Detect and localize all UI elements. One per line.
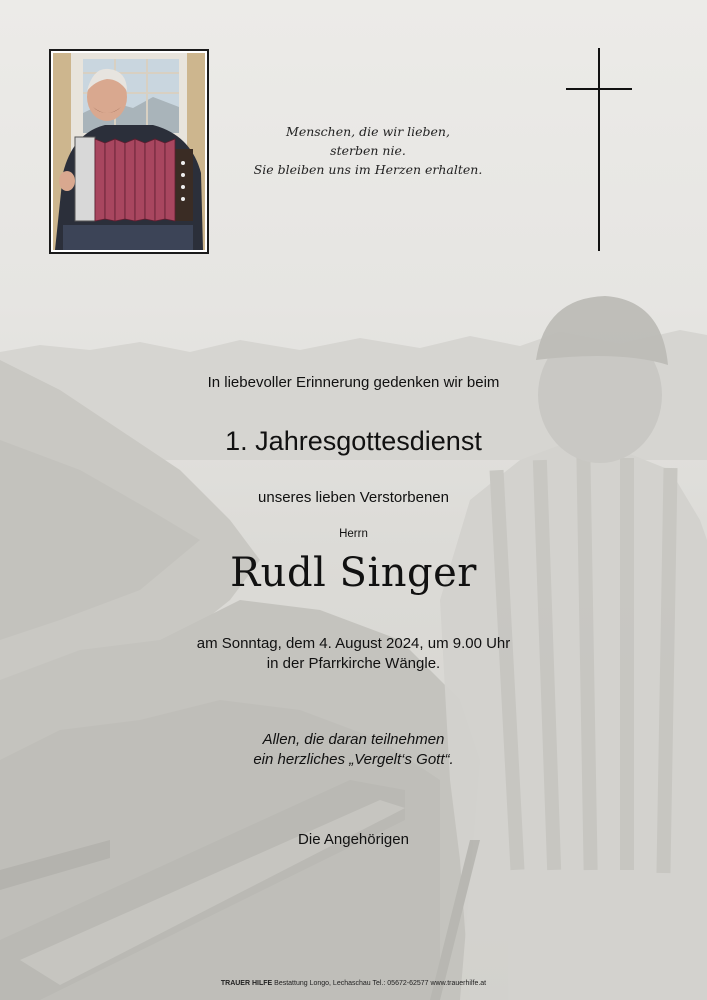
memorial-poem [250, 122, 486, 179]
deceased-name: Rudl Singer [230, 550, 477, 596]
intro-text: In liebevoller Erinnerung gedenken wir beim [207, 374, 500, 391]
thanks-line-1: Allen, die daran teilnehmen [262, 731, 445, 748]
thanks-line-2: ein herzliches „Vergelt‘s Gott“. [253, 751, 454, 768]
accordion-player-image [53, 53, 205, 250]
portrait-photo [49, 49, 209, 254]
cross-icon [566, 48, 632, 251]
event-title: 1. Jahresgottesdienst [225, 426, 482, 456]
relation-text: unseres lieben Verstorbenen [258, 489, 449, 506]
poem-line-1: Menschen, die wir lieben, [286, 124, 450, 139]
service-location: in der Pfarrkirche Wängle. [266, 655, 441, 672]
service-date-time: am Sonntag, dem 4. August 2024, um 9.00 Uhr [196, 635, 511, 652]
footer-brand: TRAUER HILFE [220, 980, 273, 987]
service-details [0, 634, 707, 674]
footer [0, 980, 707, 987]
salutation-text: Herrn [339, 528, 368, 540]
family-signoff: Die Angehörigen [298, 831, 409, 848]
poem-line-3: Sie bleiben uns im Herzen erhalten. [253, 162, 483, 177]
footer-contact: Bestattung Longo, Lechaschau Tel.: 05672-62577 www.trauerhilfe.at [274, 980, 487, 987]
poem-line-2: sterben nie. [330, 143, 406, 158]
thanks-text [0, 730, 707, 770]
